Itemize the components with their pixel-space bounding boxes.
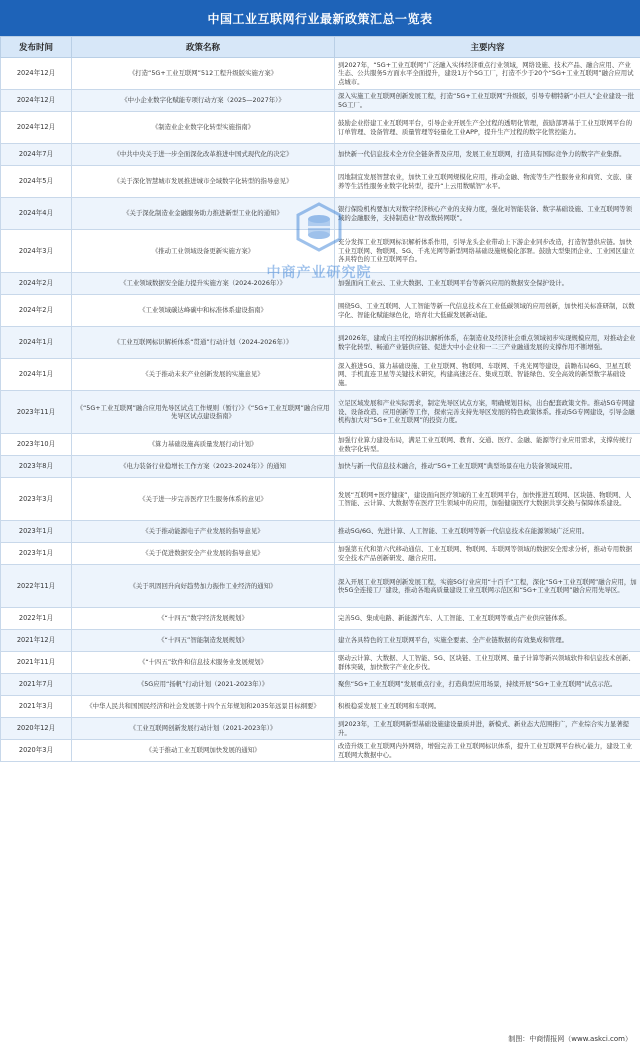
footer [0, 1030, 640, 1047]
date-cell: 2024年2月 [1, 273, 72, 295]
date-cell: 2023年1月 [1, 521, 72, 543]
content-cell: 深入开展工业互联网创新发展工程，实施5G行业应用“十百千”工程，深化“5G+工业互联网”融合应用，加快5G全连接工厂建设，推动各地高质量建设工业互联网示范区和“5G+工业互联网”融合应用先导区。 [335, 565, 640, 608]
content-cell: 加快与新一代信息技术融合，推动“5G+工业互联网”典型场景在电力装备领域应用。 [335, 456, 640, 478]
policy-name-cell: 《“十四五”智能制造发展规划》 [72, 630, 335, 652]
content-cell: 发展“互联网+医疗健康”，建设面向医疗领域的工业互联网平台，加快推进互联网、区块链、物联网、人工智能、云计算、大数据等在医疗卫生领域中的应用，加强健康医疗大数据共享交换与保障体系建设。 [335, 478, 640, 521]
date-cell: 2023年1月 [1, 543, 72, 565]
policy-name-cell: 《算力基础设施高质量发展行动计划》 [72, 434, 335, 456]
policy-name-cell: 《关于深化智慧城市发展推进城市全域数字化转型的指导意见》 [72, 166, 335, 198]
content-cell: 立足区域发展和产业实际需求，制定先导区试点方案，明确规划目标，出台配套政策文件。推动5G专网建设、设备改造、应用创新等工作，探索完善支持先导区发展的特色政策体系。推动5G专网建设，引导金融机构加大对“5G+工业互联网”的投资力度。 [335, 391, 640, 434]
content-cell: 充分发挥工业互联网标识解析体系作用，引导龙头企业带动上下游企业同步改造，打造智慧供应链。加快工业互联网、物联网、5G、千兆光网等新型网络基础设施规模化部署。鼓励大型集团企业、工业园区建立各具特色的工业互联网平台。 [335, 230, 640, 273]
date-cell: 2024年5月 [1, 166, 72, 198]
policy-name-cell: 《电力装备行业稳增长工作方案（2023-2024年）》的通知 [72, 456, 335, 478]
date-cell: 2021年7月 [1, 674, 72, 696]
policy-name-cell: 《关于推动能源电子产业发展的指导意见》 [72, 521, 335, 543]
content-cell: 推动5G/6G、先进计算、人工智能、工业互联网等新一代信息技术在能源领域广泛应用。 [335, 521, 640, 543]
table-row [1, 166, 640, 198]
footer-source: 制图：中商情报网（www.askci.com） [508, 1034, 632, 1043]
policy-name-cell: 《制造业企业数字化转型实施指南》 [72, 112, 335, 144]
policy-table [0, 36, 640, 762]
policy-name-cell: 《打造“5G+工业互联网”512工程升级版实施方案》 [72, 58, 335, 90]
date-cell: 2023年3月 [1, 478, 72, 521]
content-cell: 鼓励企业搭建工业互联网平台，引导企业开展生产全过程的透明化管理，鼓励部署基于工业互联网平台的订单管理、设备管理、质量管理等轻量化工业APP，提升生产过程的数字化管控能力。 [335, 112, 640, 144]
date-cell: 2021年11月 [1, 652, 72, 674]
date-cell: 2021年3月 [1, 696, 72, 718]
header-date: 发布时间 [1, 37, 72, 58]
table-row [1, 740, 640, 762]
table-row [1, 359, 640, 391]
header-content: 主要内容 [335, 37, 640, 58]
table-row [1, 295, 640, 327]
content-cell: 聚焦“5G+工业互联网”发展重点行业，打造典型应用场景，持续开展“5G+工业互联网”试点示范。 [335, 674, 640, 696]
policy-name-cell: 《中共中央关于进一步全面深化改革推进中国式现代化的决定》 [72, 144, 335, 166]
content-cell: 驱动云计算、大数据、人工智能、5G、区块链、工业互联网、量子计算等新兴领域软件和信息技术创新、群体突破，加快数字产业化步伐。 [335, 652, 640, 674]
content-cell: 加快新一代信息技术全方位全链条普及应用，发展工业互联网，打造具有国际竞争力的数字产业集群。 [335, 144, 640, 166]
policy-name-cell: 《关于进一步完善医疗卫生服务体系的意见》 [72, 478, 335, 521]
content-cell: 加强行业算力建设布局，满足工业互联网、教育、交通、医疗、金融、能源等行业应用需求，支撑传统行业数字化转型。 [335, 434, 640, 456]
policy-name-cell: 《“十四五”数字经济发展规划》 [72, 608, 335, 630]
content-cell: 建立各具特色的工业互联网平台，实施全要素、全产业链数据的有效集成和管理。 [335, 630, 640, 652]
policy-name-cell: 《关于推动未来产业创新发展的实施意见》 [72, 359, 335, 391]
table-row [1, 434, 640, 456]
content-cell: 到2027年，“5G+工业互联网”广泛融入实体经济重点行业领域，网络设施、技术产品、融合应用、产业生态、公共服务5方面水平全面提升，建设1万个5G工厂，打造不少于20个“5G+工业互联网”融合应用试点城市。 [335, 58, 640, 90]
date-cell: 2024年12月 [1, 58, 72, 90]
policy-name-cell: 《“5G+工业互联网”融合应用先导区试点工作规则（暂行）》《“5G+工业互联网”融合应用先导区试点建设指南》 [72, 391, 335, 434]
table-row [1, 273, 640, 295]
content-cell: 银行保险机构要加大对数字经济核心产业的支持力度，强化对智能装备、数字基础设施、工业互联网等领域的金融服务，支持制造业“智改数转网联”。 [335, 198, 640, 230]
policy-name-cell: 《工业领域碳达峰碳中和标准体系建设指南》 [72, 295, 335, 327]
date-cell: 2022年1月 [1, 608, 72, 630]
content-cell: 改造升级工业互联网内外网络，增强完善工业互联网标识体系，提升工业互联网平台核心能力，建设工业互联网大数据中心。 [335, 740, 640, 762]
date-cell: 2020年3月 [1, 740, 72, 762]
content-cell: 到2026年，建成自主可控的标识解析体系，在制造业及经济社会重点领域初步实现规模应用，对推动企业数字化转型、畅通产业链供应链、促进大中小企业和一二三产业融通发展的支撑作用不断增强。 [335, 327, 640, 359]
table-row [1, 478, 640, 521]
table-body [1, 58, 640, 762]
content-cell: 深入推进5G、算力基础设施、工业互联网、物联网、车联网、千兆光网等建设，前瞻布局6G、卫星互联网、手机直连卫星等关键技术研究，构建高速泛在、集成互联、智能绿色、安全高效的新型数字基础设施。 [335, 359, 640, 391]
table-row [1, 391, 640, 434]
date-cell: 2024年3月 [1, 230, 72, 273]
date-cell: 2023年8月 [1, 456, 72, 478]
page-title: 中国工业互联网行业最新政策汇总一览表 [0, 0, 640, 36]
content-cell: 围绕5G、工业互联网、人工智能等新一代信息技术在工业低碳领域的应用创新，加快相关标准研制，以数字化、智能化赋能绿色化，培育壮大低碳发展新动能。 [335, 295, 640, 327]
policy-name-cell: 《工业领域数据安全能力提升实施方案（2024-2026年）》 [72, 273, 335, 295]
table-row [1, 198, 640, 230]
table-row [1, 608, 640, 630]
date-cell: 2024年4月 [1, 198, 72, 230]
date-cell: 2022年11月 [1, 565, 72, 608]
policy-name-cell: 《关于推动工业互联网加快发展的通知》 [72, 740, 335, 762]
date-cell: 2024年12月 [1, 112, 72, 144]
table-row [1, 90, 640, 112]
policy-name-cell: 《中华人民共和国国民经济和社会发展第十四个五年规划和2035年远景目标纲要》 [72, 696, 335, 718]
policy-name-cell: 《关于促进数据安全产业发展的指导意见》 [72, 543, 335, 565]
table-row [1, 630, 640, 652]
watermark-text: 中商产业研究院 [266, 265, 372, 281]
policy-name-cell: 《推动工业领域设备更新实施方案》 [72, 230, 335, 273]
header-policy-name: 政策名称 [72, 37, 335, 58]
policy-name-cell: 《关于巩固回升向好趋势加力振作工业经济的通知》 [72, 565, 335, 608]
content-cell: 积极稳妥发展工业互联网和车联网。 [335, 696, 640, 718]
table-row [1, 696, 640, 718]
date-cell: 2024年1月 [1, 327, 72, 359]
table-header-row [1, 37, 640, 58]
content-cell: 因地制宜发展智慧农业，加快工业互联网规模化应用，推动金融、物流等生产性服务业和商贸、文旅、康养等生活性服务业数字化转型，提升“上云用数赋智”水平。 [335, 166, 640, 198]
date-cell: 2024年1月 [1, 359, 72, 391]
table-row [1, 652, 640, 674]
date-cell: 2023年11月 [1, 391, 72, 434]
table-row [1, 565, 640, 608]
table-row [1, 718, 640, 740]
date-cell: 2024年12月 [1, 90, 72, 112]
policy-name-cell: 《工业互联网标识解析体系“贯通”行动计划（2024-2026年）》 [72, 327, 335, 359]
content-cell: 完善5G、集成电路、新能源汽车、人工智能、工业互联网等重点产业供应链体系。 [335, 608, 640, 630]
policy-name-cell: 《关于深化制造业金融服务助力推进新型工业化的通知》 [72, 198, 335, 230]
content-cell: 深入实施工业互联网创新发展工程，打造“5G+工业互联网”升级版，引导专精特新“小巨人”企业建设一批5G工厂。 [335, 90, 640, 112]
policy-name-cell: 《5G应用“扬帆”行动计划（2021-2023年）》 [72, 674, 335, 696]
table-row [1, 456, 640, 478]
table-row [1, 327, 640, 359]
policy-name-cell: 《“十四五”软件和信息技术服务业发展规划》 [72, 652, 335, 674]
table-row [1, 521, 640, 543]
content-cell: 到2023年，工业互联网新型基础设施建设量质并进，新模式、新业态大范围推广，产业综合实力显著提升。 [335, 718, 640, 740]
content-cell: 加强面向工业云、工业大数据、工业互联网平台等新兴应用的数据安全保护设计。 [335, 273, 640, 295]
table-row [1, 144, 640, 166]
date-cell: 2021年12月 [1, 630, 72, 652]
date-cell: 2020年12月 [1, 718, 72, 740]
date-cell: 2024年7月 [1, 144, 72, 166]
policy-name-cell: 《工业互联网创新发展行动计划（2021-2023年）》 [72, 718, 335, 740]
table-row [1, 230, 640, 273]
date-cell: 2023年10月 [1, 434, 72, 456]
content-cell: 加强第五代和第六代移动通信、工业互联网、物联网、车联网等领域的数据安全需求分析，推动专用数据安全技术产品创新研发、融合应用。 [335, 543, 640, 565]
policy-name-cell: 《中小企业数字化赋能专项行动方案（2025—2027年）》 [72, 90, 335, 112]
table-row [1, 58, 640, 90]
date-cell: 2024年2月 [1, 295, 72, 327]
table-row [1, 543, 640, 565]
table-row [1, 112, 640, 144]
table-row [1, 674, 640, 696]
